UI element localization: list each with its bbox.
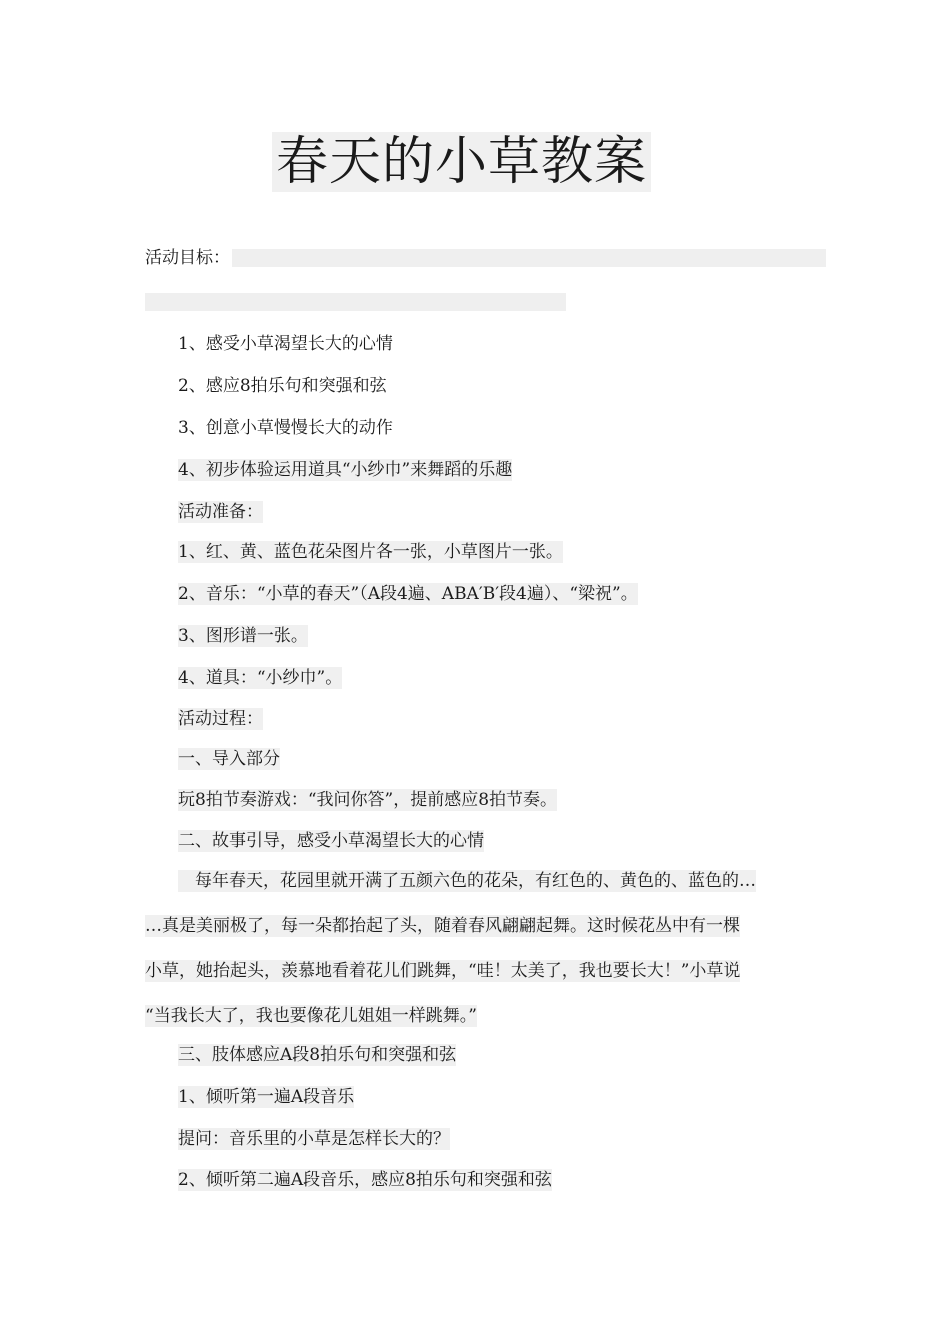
- prep-label: 活动准备：: [178, 502, 263, 522]
- prep-item: 2、音乐：“小草的春天”（A段4遍、ABA′B′段4遍）、“梁祝”。: [178, 584, 638, 604]
- goal-item: 4、初步体验运用道具“小纱巾”来舞蹈的乐趣: [178, 460, 513, 480]
- question-text: 提问：音乐里的小草是怎样长大的？: [178, 1129, 450, 1149]
- step-item: 1、倾听第一遍A段音乐: [178, 1087, 355, 1107]
- story-line: 小草，她抬起头，羡慕地看着花儿们跳舞，“哇！太美了，我也要长大！”小草说: [145, 961, 741, 981]
- document-title: 春天的小草教案: [272, 132, 651, 192]
- goal-item: 1、感受小草渴望长大的心情: [178, 334, 393, 354]
- process-label: 活动过程：: [178, 709, 263, 729]
- story-line: “当我长大了，我也要像花儿姐姐一样跳舞。”: [145, 1006, 477, 1026]
- prep-item: 1、红、黄、蓝色花朵图片各一张，小草图片一张。: [178, 542, 563, 562]
- step-item: 2、倾听第二遍A段音乐，感应8拍乐句和突强和弦: [178, 1170, 552, 1190]
- goal-item: 2、感应8拍乐句和突强和弦: [178, 376, 387, 396]
- highlight-bar: [145, 293, 566, 311]
- goal-item: 3、创意小草慢慢长大的动作: [178, 418, 393, 438]
- section-title: 二、故事引导，感受小草渴望长大的心情: [178, 831, 484, 851]
- goals-label: 活动目标：: [145, 248, 230, 268]
- story-paragraph: [145, 870, 813, 1030]
- story-line: …真是美丽极了，每一朵都抬起了头，随着春风翩翩起舞。这时候花丛中有一棵: [145, 916, 740, 936]
- prep-item: 3、图形谱一张。: [178, 626, 308, 646]
- prep-item: 4、道具：“小纱巾”。: [178, 668, 343, 688]
- story-line: 每年春天，花园里就开满了五颜六色的花朵，有红色的、黄色的、蓝色的…: [178, 871, 756, 891]
- highlight-bar: [232, 249, 826, 267]
- section-title: 三、肢体感应A段8拍乐句和突强和弦: [178, 1045, 457, 1065]
- section-text: 玩8拍节奏游戏：“我问你答”，提前感应8拍节奏。: [178, 790, 558, 810]
- section-title: 一、导入部分: [178, 749, 280, 769]
